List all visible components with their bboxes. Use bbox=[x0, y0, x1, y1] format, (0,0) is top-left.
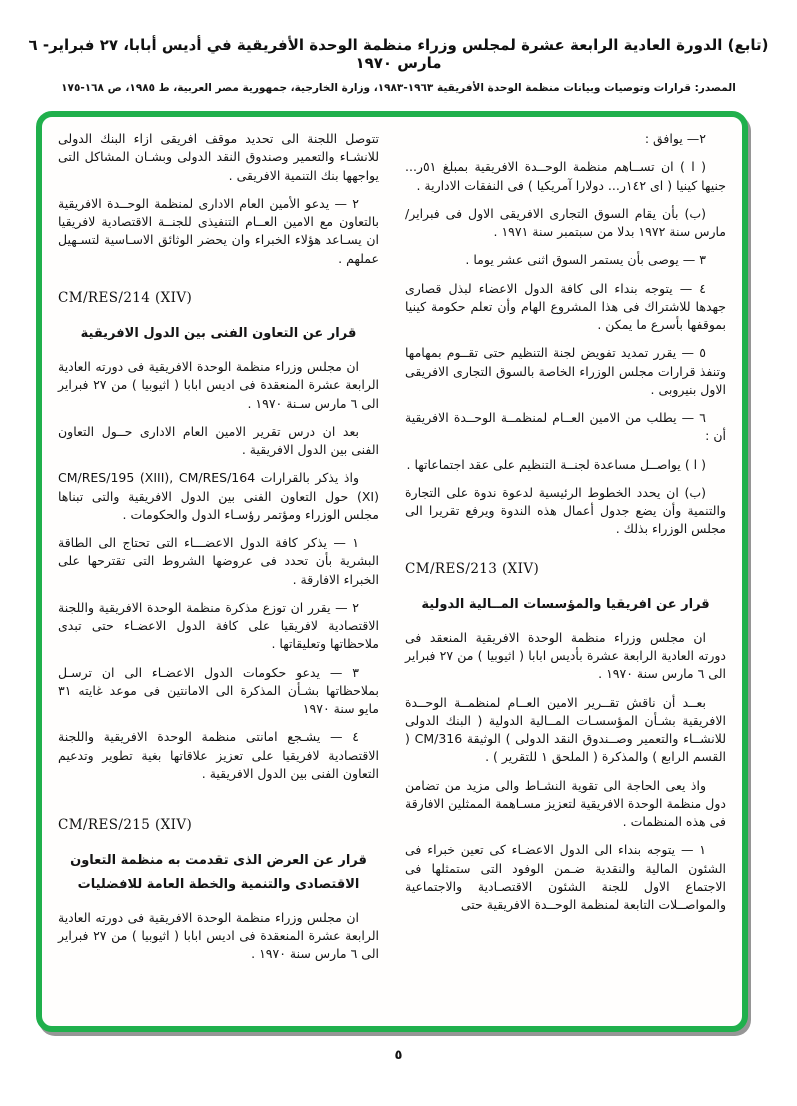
paragraph: بعد ان درس تقرير الامين العام الادارى حــول التعاون الفنى بين الدول الافريقية . bbox=[58, 423, 379, 458]
resolution-ref-215: CM/RES/215 (XIV) bbox=[58, 817, 193, 834]
paragraph: ٣ — يدعو حكومات الدول الاعضـاء الى ان ترسـل بملاحظاتها بشـأن المذكرة الى الامانتين فى موعد غايته ٣١ مايو سنة ١٩٧٠ bbox=[58, 664, 379, 717]
paragraph: ان مجلس وزراء منظمة الوحدة الافريقية فى دورته العادية الرابعة عشرة المنعقدة فى اديس ابابا ( اثيوبيا ) من ٢٧ فبراير الى ٦ مارس سنة ١٩٧٠ . bbox=[58, 909, 380, 962]
paragraph: ٢ — يدعو الأمين العام الادارى لمنظمة الوحــدة الافريقية بالتعاون مع الامين العــام التنفيذى للجنــة الاقتصادية لافريقيا ان يسـاعد هؤلاء الخبراء وان يحضر الوثائق الاسـاسية لتسـهيل عملهم . bbox=[58, 195, 379, 266]
paragraph: ١ — يذكر كافة الدول الاعضـــاء التى تحتاج الى الطاقة البشرية بأن تحدد فى عروضها الشروط التى تقترحها على الخبراء الافارقة . bbox=[58, 535, 379, 587]
paragraph-continuation: تتوصل اللجنة الى تحديد موقف افريقى ازاء البنك الدولى للانشـاء والتعمير وصندوق النقد الدولى وبشـان المشاكل التى يواجهها بنك التنمية الافريقى . bbox=[58, 131, 379, 183]
paragraph: ( ا ) يواصــل مساعدة لجنــة التنظيم على عقد اجتماعاتها . bbox=[406, 456, 706, 472]
resolution-ref-214: CM/RES/214 (XIV) bbox=[58, 289, 193, 306]
resolution-heading: قرار عن افريقيا والمؤسسات المــالية الدولية bbox=[421, 596, 710, 612]
session-title: (تابع) الدورة العادية الرابعة عشرة لمجلس وزراء منظمة الوحدة الأفريقية في أديس أبابا، ٢٧ فبراير- ٦ مارس ١٩٧٠ bbox=[28, 36, 769, 72]
paragraph: ان مجلس وزراء منظمة الوحدة الافريقية فى دورته العادية الرابعة عشرة المنعقدة فى اديس ابابا ( اثيوبيا ) من ٢٧ فبراير الى ٦ مارس سـنة ١٩٧٠ . bbox=[58, 359, 380, 411]
source-citation: المصدر: قرارات وتوصيات وبيانات منظمة الوحدة الأفريقية ١٩٦٣-١٩٨٣، وزارة الخارجية، جمهورية مصر العربية، ط ١٩٨٥، ص ١٦٨-١٧٥ bbox=[61, 82, 736, 94]
paragraph: ٢ — يقرر ان توزع مذكرة منظمة الوحدة الافريقية واللجنة الاقتصادية لافريقيا على كافة الدول الاعضـاء حتى تبدى ملاحظاتها وتعليقاتها . bbox=[58, 599, 379, 652]
two-column-text-area bbox=[42, 117, 742, 1026]
resolution-heading: قرار عن التعاون الفنى بين الدول الافريقية bbox=[80, 325, 357, 341]
paragraph: ١ — يتوجه بنداء الى الدول الاعضـاء كى تعين خبراء فى الشئون المالية والنقدية ضـمن الوفود التى ستمثلها فى الاجتماع الاول للجنة الشئون الاقتصـادية والاجتماعية والمواصــلات التابعة لمنظمة الوحــدة الافريقية حتى bbox=[405, 842, 726, 913]
resolution-heading: قرار عن العرض الذى تقدمت به منظمة التعاون الاقتصادى والتنمية والخطة العامة للافضليات bbox=[70, 853, 367, 892]
paragraph: بعــد أن ناقش تقــرير الامين العــام لمنظمــة الوحــدة الافريقية بشـأن المؤسسـات المــالية الدولية ( البنك الدولى للانشــاء والتعمير وصــندوق النقد الدولى ) الوثيقة CM/316 ( القسم الرابع ) والمذكرة ( الملحق ١ للتقرير ) . bbox=[405, 694, 727, 765]
green-border-frame bbox=[36, 111, 748, 1032]
resolution-ref-213: CM/RES/213 (XIV) bbox=[405, 560, 540, 577]
paragraph: (ب) بأن يقام السوق التجارى الافريقى الاول فى فبراير/مارس سنة ١٩٧٢ بدلا من سبتمبر سنة ١٩٧١ . bbox=[405, 205, 726, 239]
page-header bbox=[8, 36, 789, 94]
paragraph: (ب) ان يحدد الخطوط الرئيسية لدعوة ندوة على التجارة والتنمية وأن يضع جدول أعمال هذه الندوة ويرفع تقريرا الى مجلس الوزراء بذلك . bbox=[405, 484, 726, 537]
paragraph: ( ا ) ان تســاهم منظمة الوحــدة الافريقية بمبلغ ٥١ر... جنيها كينيا ( اى ١٤٢ر... دولارا آمريكيا ) فى النفقات الادارية . bbox=[405, 159, 726, 193]
paragraph: ٦ — يطلب من الامين العــام لمنظمــة الوحــدة الافريقية أن : bbox=[405, 410, 726, 444]
paragraph: ٤ — يتوجه بنداء الى كافة الدول الاعضاء لبذل قصارى جهدها للاشتراك فى هذا المشروع الهام وأن تعلم حكومة كينيا بموقفها بأسرع ما يمكن . bbox=[405, 280, 726, 332]
column-right bbox=[405, 130, 726, 1016]
paragraph: واذ يعى الحاجة الى تقوية النشـاط والى مزيد من تضامن دول منظمة الوحدة الافريقية لتعزيز مسـاهمة الممثلين الافارقة فى هذه المنظمات . bbox=[405, 777, 726, 830]
column-left bbox=[58, 130, 379, 1016]
paragraph: واذ يذكر بالقرارات CM/RES/195 (XIII), CM/RES/164 (XI) حول التعاون الفنى بين الدول الافريقية والتى تبناها مجلس الوزراء ومؤتمر رؤسـاء الدول والحكومات . bbox=[58, 470, 379, 522]
paragraph: ٢— يوافق : bbox=[644, 131, 706, 146]
paragraph: ٤ — يشـجع امانتى منظمة الوحدة الافريقية واللجنة الاقتصادية لافريقيا على تعزيز علاقاتها بغية تطوير وتدعيم التعاون الفنى بين الدول الافريقية . bbox=[58, 729, 379, 781]
page-number: ٥ bbox=[394, 1048, 403, 1063]
paragraph: ان مجلس وزراء منظمة الوحدة الافريقية المنعقد فى دورته العادية الرابعة عشرة بأديس ابابا ( اثيوبيا ) من ٢٧ فبراير الى ٦ مارس سنة ١٩٧٠ . bbox=[405, 629, 726, 682]
paragraph: ٥ — يقرر تمديد تفويض لجنة التنظيم حتى تقــوم بمهامها وتنفذ قرارات مجلس الوزراء الخاصة بالسوق التجارى الافريقى الاول بنيروبى . bbox=[405, 345, 726, 397]
paragraph: ٣ — يوصى بأن يستمر السوق اثنى عشر يوما . bbox=[465, 252, 706, 268]
